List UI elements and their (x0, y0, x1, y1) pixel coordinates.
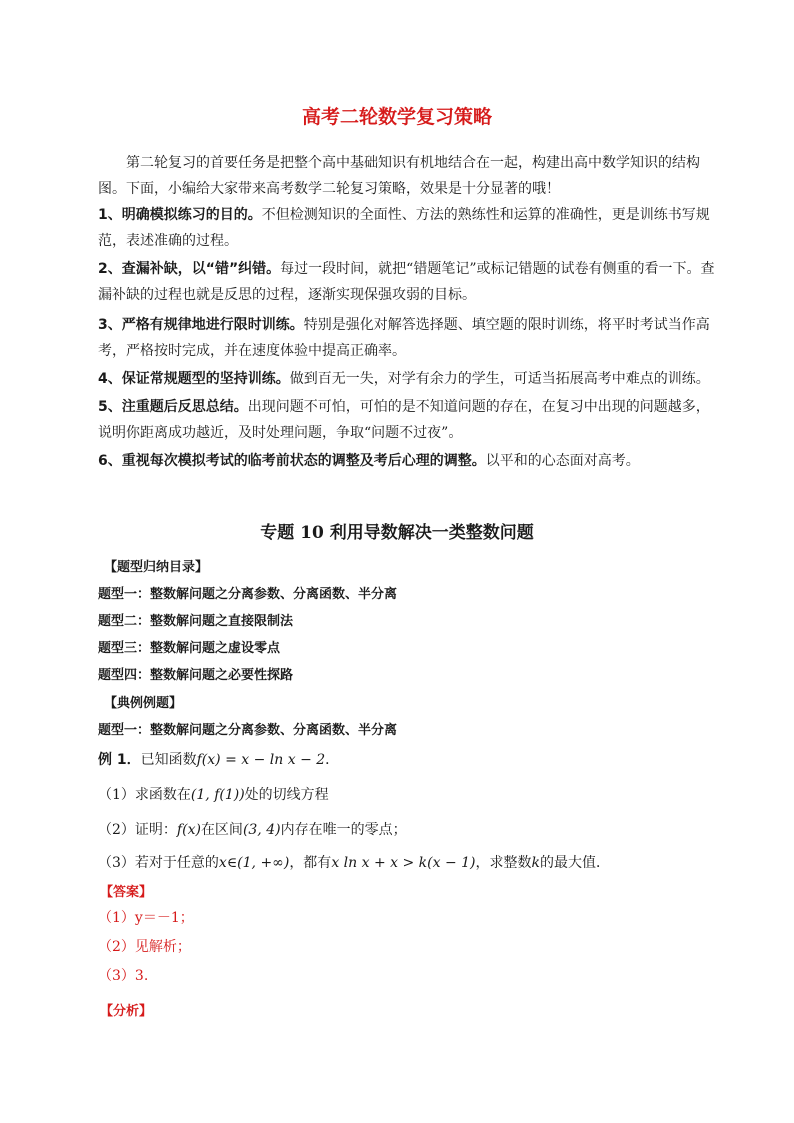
answer-1: （1）y＝－1； (98, 910, 194, 926)
q3-inequality: x ln x + x > k(x − 1) (331, 855, 476, 871)
q2-text-c: 内存在唯一的零点； (280, 822, 407, 838)
type-item-2: 题型二：整数解问题之直接限制法 (98, 614, 294, 629)
q3-text-a: （3）若对于任意的 (98, 855, 219, 871)
point-body: 每过一段时间，就把“错题笔记”或标记错题的试卷有侧重的看一下。查漏补缺的过程也就是反思的过程，逐渐实现保强攻弱的目标。 (98, 261, 715, 303)
strategy-point-4 (98, 366, 716, 392)
point-head: 1、明确模拟练习的目的。 (98, 207, 262, 223)
example-label: 例 1． (98, 752, 141, 768)
q1-point: (1, f(1)) (190, 787, 245, 803)
answer-heading: 【答案】 (100, 885, 153, 900)
q1-text-a: （1）求函数在 (98, 787, 191, 803)
type-item-4: 题型四：整数解问题之必要性探路 (98, 668, 294, 683)
directory-heading: 【题型归纳目录】 (104, 560, 209, 575)
intro-paragraph: 第二轮复习的首要任务是把整个高中基础知识有机地结合在一起，构建出高中数学知识的结构图。下面，小编给大家带来高考数学二轮复习策略，效果是十分显著的哦！ (98, 155, 700, 197)
example-prefix: 已知函数 (140, 752, 197, 768)
answer-3: （3）3. (98, 968, 149, 984)
strategy-point-5 (98, 394, 716, 446)
point-body: 不但检测知识的全面性、方法的熟练性和运算的准确性，更是训练书写规范，表述准确的过程。 (98, 207, 710, 249)
examples-heading: 【典例例题】 (104, 696, 183, 711)
point-head: 2、查漏补缺，以“错”纠错。 (98, 261, 281, 277)
point-body: 出现问题不可怕，可怕的是不知道问题的存在，在复习中出现的问题越多，说明你距离成功越近，及时处理问题，争取“问题不过夜”。 (98, 399, 710, 441)
point-head: 6、重视每次模拟考试的临考前状态的调整及考后心理的调整。 (98, 453, 486, 469)
question-3 (98, 852, 610, 872)
strategy-point-6 (98, 448, 716, 474)
point-body: 特别是强化对解答选择题、填空题的限时训练，将平时考试当作高考，严格按时完成，并在速度体验中提高正确率。 (98, 317, 710, 359)
q2-text-b: 在区间 (200, 822, 243, 838)
q3-k: k (531, 855, 540, 871)
example-1-statement (98, 749, 339, 769)
point-head: 4、保证常规题型的坚持训练。 (98, 371, 290, 387)
q3-text-d: 的最大值． (539, 855, 610, 871)
point-head: 3、严格有规律地进行限时训练。 (98, 317, 304, 333)
q3-domain: x∈(1, +∞) (218, 855, 290, 871)
answer-2: （2）见解析； (98, 939, 191, 955)
q3-text-c: ，求整数 (475, 855, 532, 871)
type-item-3: 题型三：整数解问题之虚设零点 (98, 641, 281, 656)
type-item-1: 题型一：整数解问题之分离参数、分离函数、半分离 (98, 587, 398, 602)
page-title: 高考二轮数学复习策略 (301, 106, 492, 128)
example-end: ． (325, 752, 340, 768)
q3-text-b: ，都有 (289, 855, 332, 871)
q2-func: f(x) (176, 822, 201, 838)
q2-interval: (3, 4) (242, 822, 281, 838)
type1-heading: 题型一：整数解问题之分离参数、分离函数、半分离 (98, 723, 398, 738)
point-head: 5、注重题后反思总结。 (98, 399, 248, 415)
point-body: 做到百无一失，对学有余力的学生，可适当拓展高考中难点的训练。 (289, 371, 710, 387)
question-1 (98, 784, 329, 804)
analysis-heading: 【分析】 (100, 1004, 153, 1019)
point-body: 以平和的心态面对高考。 (485, 453, 640, 469)
question-2 (98, 819, 407, 839)
strategy-point-2 (98, 256, 716, 308)
section-title: 专题 10 利用导数解决一类整数问题 (260, 523, 534, 543)
function-formula: f(x) = x − ln x − 2 (196, 752, 326, 768)
q1-text-b: 处的切线方程 (244, 787, 329, 803)
strategy-point-1 (98, 202, 716, 254)
q2-text-a: （2）证明： (98, 822, 177, 838)
strategy-point-3 (98, 312, 716, 364)
